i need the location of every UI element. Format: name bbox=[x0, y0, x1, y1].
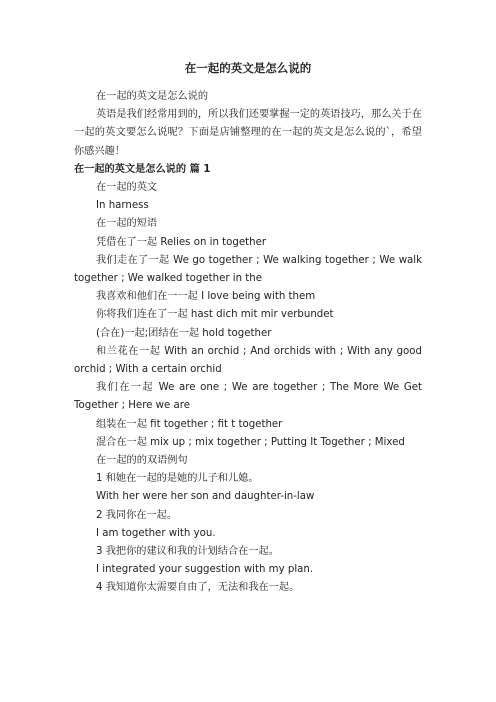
paragraph: 在一起的短语 bbox=[96, 218, 158, 230]
paragraph: 1 和她在一起的是她的儿子和儿媳。 bbox=[96, 473, 259, 485]
section-heading: 在一起的英文是怎么说的 篇 1 bbox=[74, 163, 211, 175]
paragraph: (合在)一起;团结在一起 hold together bbox=[96, 327, 272, 339]
paragraph: 我们走在了一起 We go together ; We walking together ; We walk together ; We walked together in the bbox=[74, 254, 422, 285]
paragraph: 我喜欢和他们在一一起 I love being with them bbox=[96, 291, 316, 303]
paragraph: 和兰花在一起 With an orchid ; And orchids with ; With any good orchid ; With a certain orchid bbox=[74, 345, 422, 376]
paragraph: I am together with you. bbox=[96, 527, 216, 539]
paragraph: 英语是我们经常用到的，所以我们还要掌握一定的英语技巧，那么关于在一起的英文要怎么说呢？下面是店铺整理的在一起的英文是怎么说的`，希望你感兴趣！ bbox=[74, 109, 422, 157]
paragraph: 混合在一起 mix up ; mix together ; Putting It Together ; Mixed bbox=[96, 436, 405, 448]
paragraph: With her were her son and daughter-in-law bbox=[96, 491, 315, 503]
paragraph: 组装在一起 fit together ; fit t together bbox=[96, 418, 283, 430]
paragraph: 凭借在了一起 Relies on in together bbox=[96, 236, 267, 248]
paragraph: 我们在一起 We are one ; We are together ; The More We Get Together ; Here we are bbox=[74, 382, 422, 412]
paragraph: 在一起的英文是怎么说的 bbox=[96, 91, 209, 102]
paragraph: 在一起的的双语例句 bbox=[96, 455, 188, 467]
paragraph: 2 我同你在一起。 bbox=[96, 509, 178, 521]
paragraph: 你将我们连在了一起 hast dich mit mir verbundet bbox=[96, 309, 334, 321]
document-title: 在一起的英文是怎么说的 bbox=[184, 61, 312, 75]
paragraph: In harness bbox=[96, 200, 149, 212]
paragraph: 在一起的英文 bbox=[96, 182, 158, 194]
paragraph: 3 我把你的建议和我的计划结合在一起。 bbox=[96, 546, 279, 558]
paragraph: 4 我知道你太需要自由了，无法和我在一起。 bbox=[96, 582, 300, 594]
document-body bbox=[74, 88, 422, 598]
paragraph: I integrated your suggestion with my plan. bbox=[96, 564, 314, 576]
